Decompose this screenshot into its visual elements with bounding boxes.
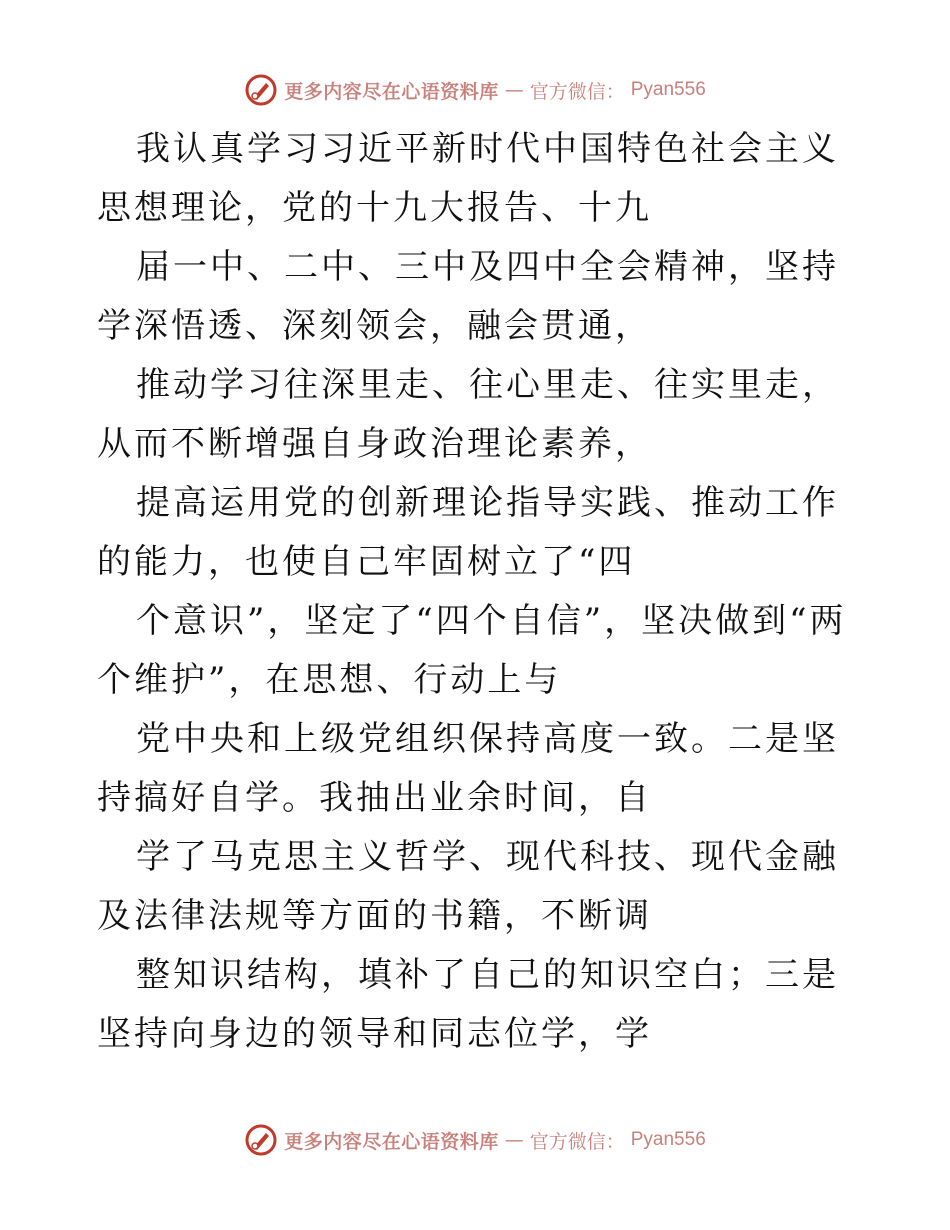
paragraph: 推动学习往深里走、往心里走、往实里走，从而不断增强自身政治理论素养，: [97, 365, 839, 464]
header-watermark: [0, 70, 950, 110]
paragraph: 学了马克思主义哲学、现代科技、现代金融及法律法规等方面的书籍，不断调: [97, 837, 839, 936]
watermark-id: Pyan556: [630, 79, 706, 100]
paragraph: 我认真学习习近平新时代中国特色社会主义思想理论，党的十九大报告、十九: [97, 129, 839, 228]
footer-watermark: [0, 1120, 950, 1160]
document-body: [97, 120, 857, 1064]
watermark-id: Pyan556: [630, 1129, 706, 1150]
watermark-label: 官方微信：: [529, 1130, 625, 1153]
paragraph: 个意识”，坚定了“四个自信”，坚决做到“两个维护”，在思想、行动上与: [97, 601, 847, 700]
paragraph: 整知识结构，填补了自己的知识空白；三是坚持向身边的领导和同志位学，学: [97, 955, 839, 1054]
paragraph: 届一中、二中、三中及四中全会精神，坚持学深悟透、深刻领会，融会贯通，: [97, 247, 839, 346]
paragraph: 提高运用党的创新理论指导实践、推动工作的能力，也使自己牢固树立了“四: [97, 483, 839, 582]
pen-logo-icon: [244, 73, 278, 107]
watermark-text: 更多内容尽在心语资料库: [284, 80, 499, 103]
pen-logo-icon: [244, 1123, 278, 1157]
watermark-label: 官方微信：: [529, 80, 625, 103]
paragraph: 党中央和上级党组织保持高度一致。二是坚持搞好自学。我抽出业余时间，自: [97, 719, 839, 818]
watermark-dash: —: [504, 1129, 524, 1151]
watermark-text: 更多内容尽在心语资料库: [284, 1130, 499, 1153]
watermark-dash: —: [504, 79, 524, 101]
